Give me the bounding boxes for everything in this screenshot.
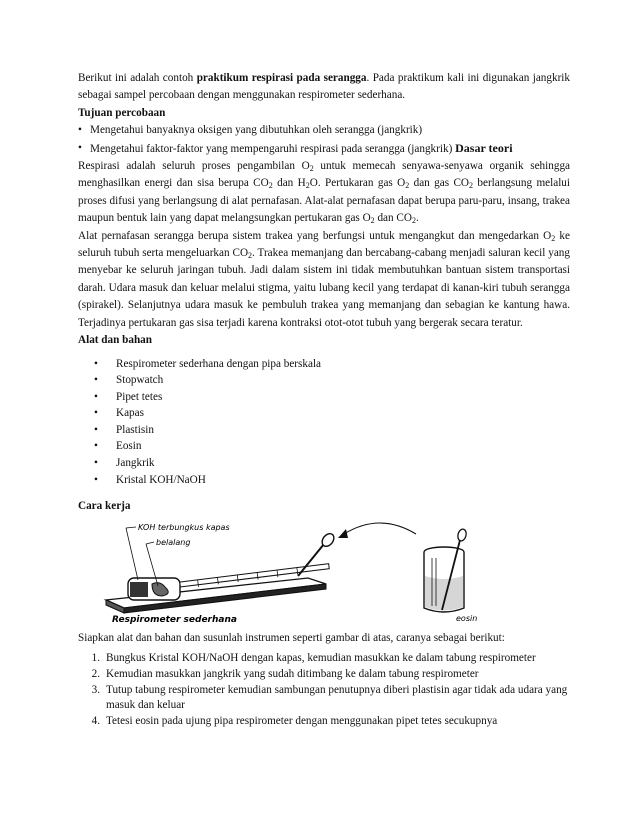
step-text: Kemudian masukkan jangkrik yang sudah ditimbang ke dalam tabung respirometer — [106, 667, 479, 680]
teori-paragraph-1: Respirasi adalah seluruh proses pengambilan $O_2$ untuk memecah senyawa-senyawa organik sehingga menghasilkan energi dan sisa berupa $CO_2$ dan $H_2O$. Pertukaran gas $O_2$ dan gas $CO_2$ berlangsung melalui proses difusi yang berlangsung di alat pernafasan. Alat-alat pernafasan dapat berupa paru-paru, insang, trakea maupun bentuk lain yang dapat melangsungkan pertukaran gas $O_2$ dan $CO_2$. — [78, 160, 571, 226]
steps-list — [78, 651, 570, 730]
alat-item: • Plastisin — [78, 422, 570, 439]
step-number: 2. — [91, 667, 100, 680]
dasar-teori-heading: Dasar teori — [455, 140, 513, 155]
intro-bold-text: praktikum respirasi pada serangga — [196, 72, 367, 84]
step-item — [78, 651, 570, 667]
tujuan-item-text: Mengetahui banyaknya oksigen yang dibutuhkan oleh serangga (jangkrik) — [90, 124, 423, 137]
alat-item: • Kapas — [78, 405, 570, 422]
alat-item: • Eosin — [78, 438, 570, 455]
label-respirometer: Respirometer sederhana — [112, 614, 237, 624]
cara-heading: Cara kerja — [78, 500, 131, 513]
respirometer-illustration — [98, 518, 568, 624]
document-page — [78, 70, 570, 730]
alat-list — [78, 356, 570, 489]
step-item — [78, 683, 570, 715]
alat-item: • Respirometer sederhana dengan pipa berskala — [78, 356, 570, 373]
tube-cap — [130, 582, 148, 597]
tujuan-item — [78, 140, 570, 158]
label-koh: KOH terbungkus kapas — [138, 522, 230, 532]
tujuan-heading: Tujuan percobaan — [78, 106, 166, 119]
cara-intro: Siapkan alat dan bahan dan susunlah instrumen seperti gambar di atas, caranya sebagai berikut: — [78, 631, 505, 644]
alat-item: • Kristal KOH/NaOH — [78, 472, 570, 489]
step-item — [78, 667, 570, 683]
step-text: Tetesi eosin pada ujung pipa respirometer dengan menggunakan pipet tetes secukupnya — [106, 715, 498, 728]
step-text: Bungkus Kristal KOH/NaOH dengan kapas, kemudian masukkan ke dalam tabung respirometer — [106, 652, 536, 665]
label-eosin: eosin — [456, 613, 478, 623]
alat-item: • Stopwatch — [78, 372, 570, 389]
intro-paragraph — [78, 70, 570, 105]
intro-text: Berikut ini adalah contoh — [78, 72, 197, 84]
intro-text-end: . Pada praktikum kali ini digunakan jangkrik sebagai sampel percobaan dengan menggunakan respirometer sederhana. — [78, 72, 571, 102]
step-number: 1. — [91, 652, 100, 665]
arrow-head — [338, 529, 348, 538]
step-item — [78, 714, 570, 730]
step-text: Tutup tabung respirometer kemudian sambungan penutupnya diberi plastisin agar tidak ada udara yang masuk dan keluar — [106, 683, 568, 712]
tujuan-item — [78, 122, 570, 139]
respirometer-figure — [78, 518, 570, 624]
step-number: 4. — [91, 715, 100, 728]
alat-item: • Pipet tetes — [78, 389, 570, 406]
teori-paragraph-2: Alat pernafasan serangga berupa sistem trakea yang berfungsi untuk mengangkut dan mengedarkan $O_2$ ke seluruh tubuh serta mengeluarkan $CO_2$. Trakea memanjang dan bercabang-cabang menjadi saluran kecil yang menyebar ke seluruh jaringan tubuh. Jadi dalam sistem ini tidak membutuhkan bantuan sistem transportasi darah. Udara masuk dan keluar melalui stigma, yaitu lubang kecil yang terdapat di kanan-kiri tubuh serangga (spirakel). Selanjutnya udara masuk ke pembuluh trakea yang memanjang dan sebagian ke kantung hawa. Terjadinya pertukaran gas sisa terjadi karena kontraksi otot-otot tubuh yang bergerak secara teratur. — [78, 229, 570, 329]
alat-heading: Alat dan bahan — [78, 334, 152, 347]
tujuan-item-text: Mengetahui faktor-faktor yang mempengaruhi respirasi pada serangga (jangkrik) — [90, 142, 453, 155]
tujuan-list — [78, 122, 570, 158]
arrow-curve — [344, 523, 416, 534]
step-number: 3. — [91, 683, 100, 696]
alat-item: • Jangkrik — [78, 455, 570, 472]
label-belalang: belalang — [156, 537, 191, 547]
